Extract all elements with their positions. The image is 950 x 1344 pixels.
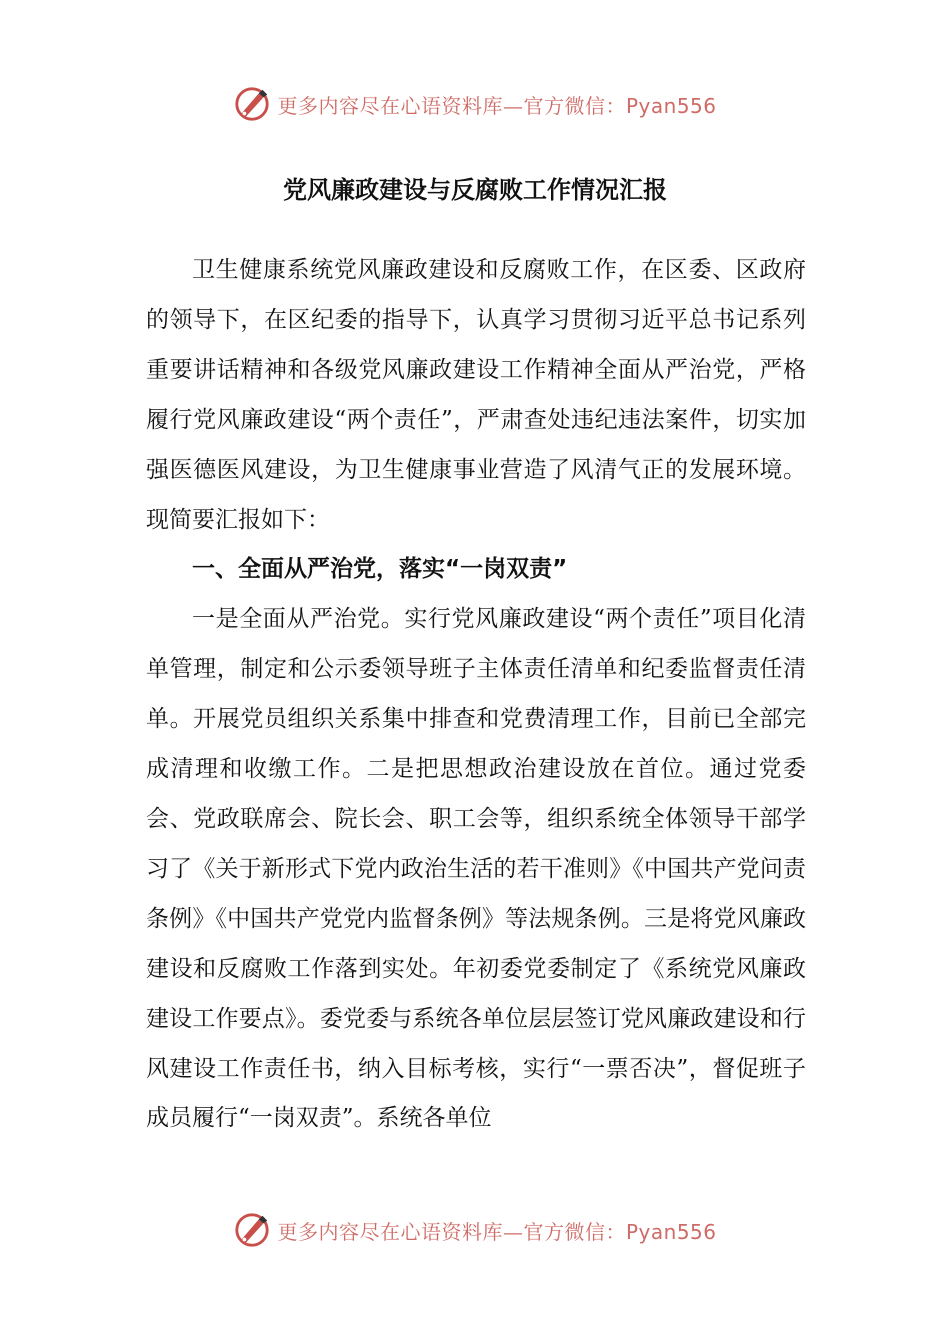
intro-paragraph: 卫生健康系统党风廉政建设和反腐败工作，在区委、区政府的领导下，在区纪委的指导下，认真学习贯彻习近平总书记系列重要讲话精神和各级党风廉政建设工作精神全面从严治党，严格履行党风廉政建设“两个责任”，严肃查处违纪违法案件，切实加强医德医风建设，为卫生健康事业营造了风清气正的发展环境。现简要汇报如下： xyxy=(146,257,806,533)
watermark-text: 更多内容尽在心语资料库—官方微信：Pyan556 xyxy=(277,1219,717,1244)
watermark-banner-bottom xyxy=(0,1210,950,1250)
document-title: 党风廉政建设与反腐败工作情况汇报 xyxy=(283,175,667,204)
document-body xyxy=(146,246,806,1144)
section-heading: 一、全面从严治党，落实“一岗双责” xyxy=(192,556,568,583)
watermark-banner-top xyxy=(0,84,950,124)
pen-nib-logo-icon xyxy=(233,85,271,123)
watermark-text: 更多内容尽在心语资料库—官方微信：Pyan556 xyxy=(277,93,717,118)
pen-nib-logo-icon xyxy=(233,1211,271,1249)
section-paragraph: 一是全面从严治党。实行党风廉政建设“两个责任”项目化清单管理，制定和公示委领导班子主体责任清单和纪委监督责任清单。开展党员组织关系集中排查和党费清理工作，目前已全部完成清理和收缴工作。二是把思想政治建设放在首位。通过党委会、党政联席会、院长会、职工会等，组织系统全体领导干部学习了《关于新形式下党内政治生活的若干准则》《中国共产党问责条例》《中国共产党党内监督条例》等法规条例。三是将党风廉政建设和反腐败工作落到实处。年初委党委制定了《系统党风廉政建设工作要点》。委党委与系统各单位层层签订党风廉政建设和行风建设工作责任书，纳入目标考核，实行“一票否决”，督促班子成员履行“一岗双责”。系统各单位 xyxy=(146,606,806,1132)
